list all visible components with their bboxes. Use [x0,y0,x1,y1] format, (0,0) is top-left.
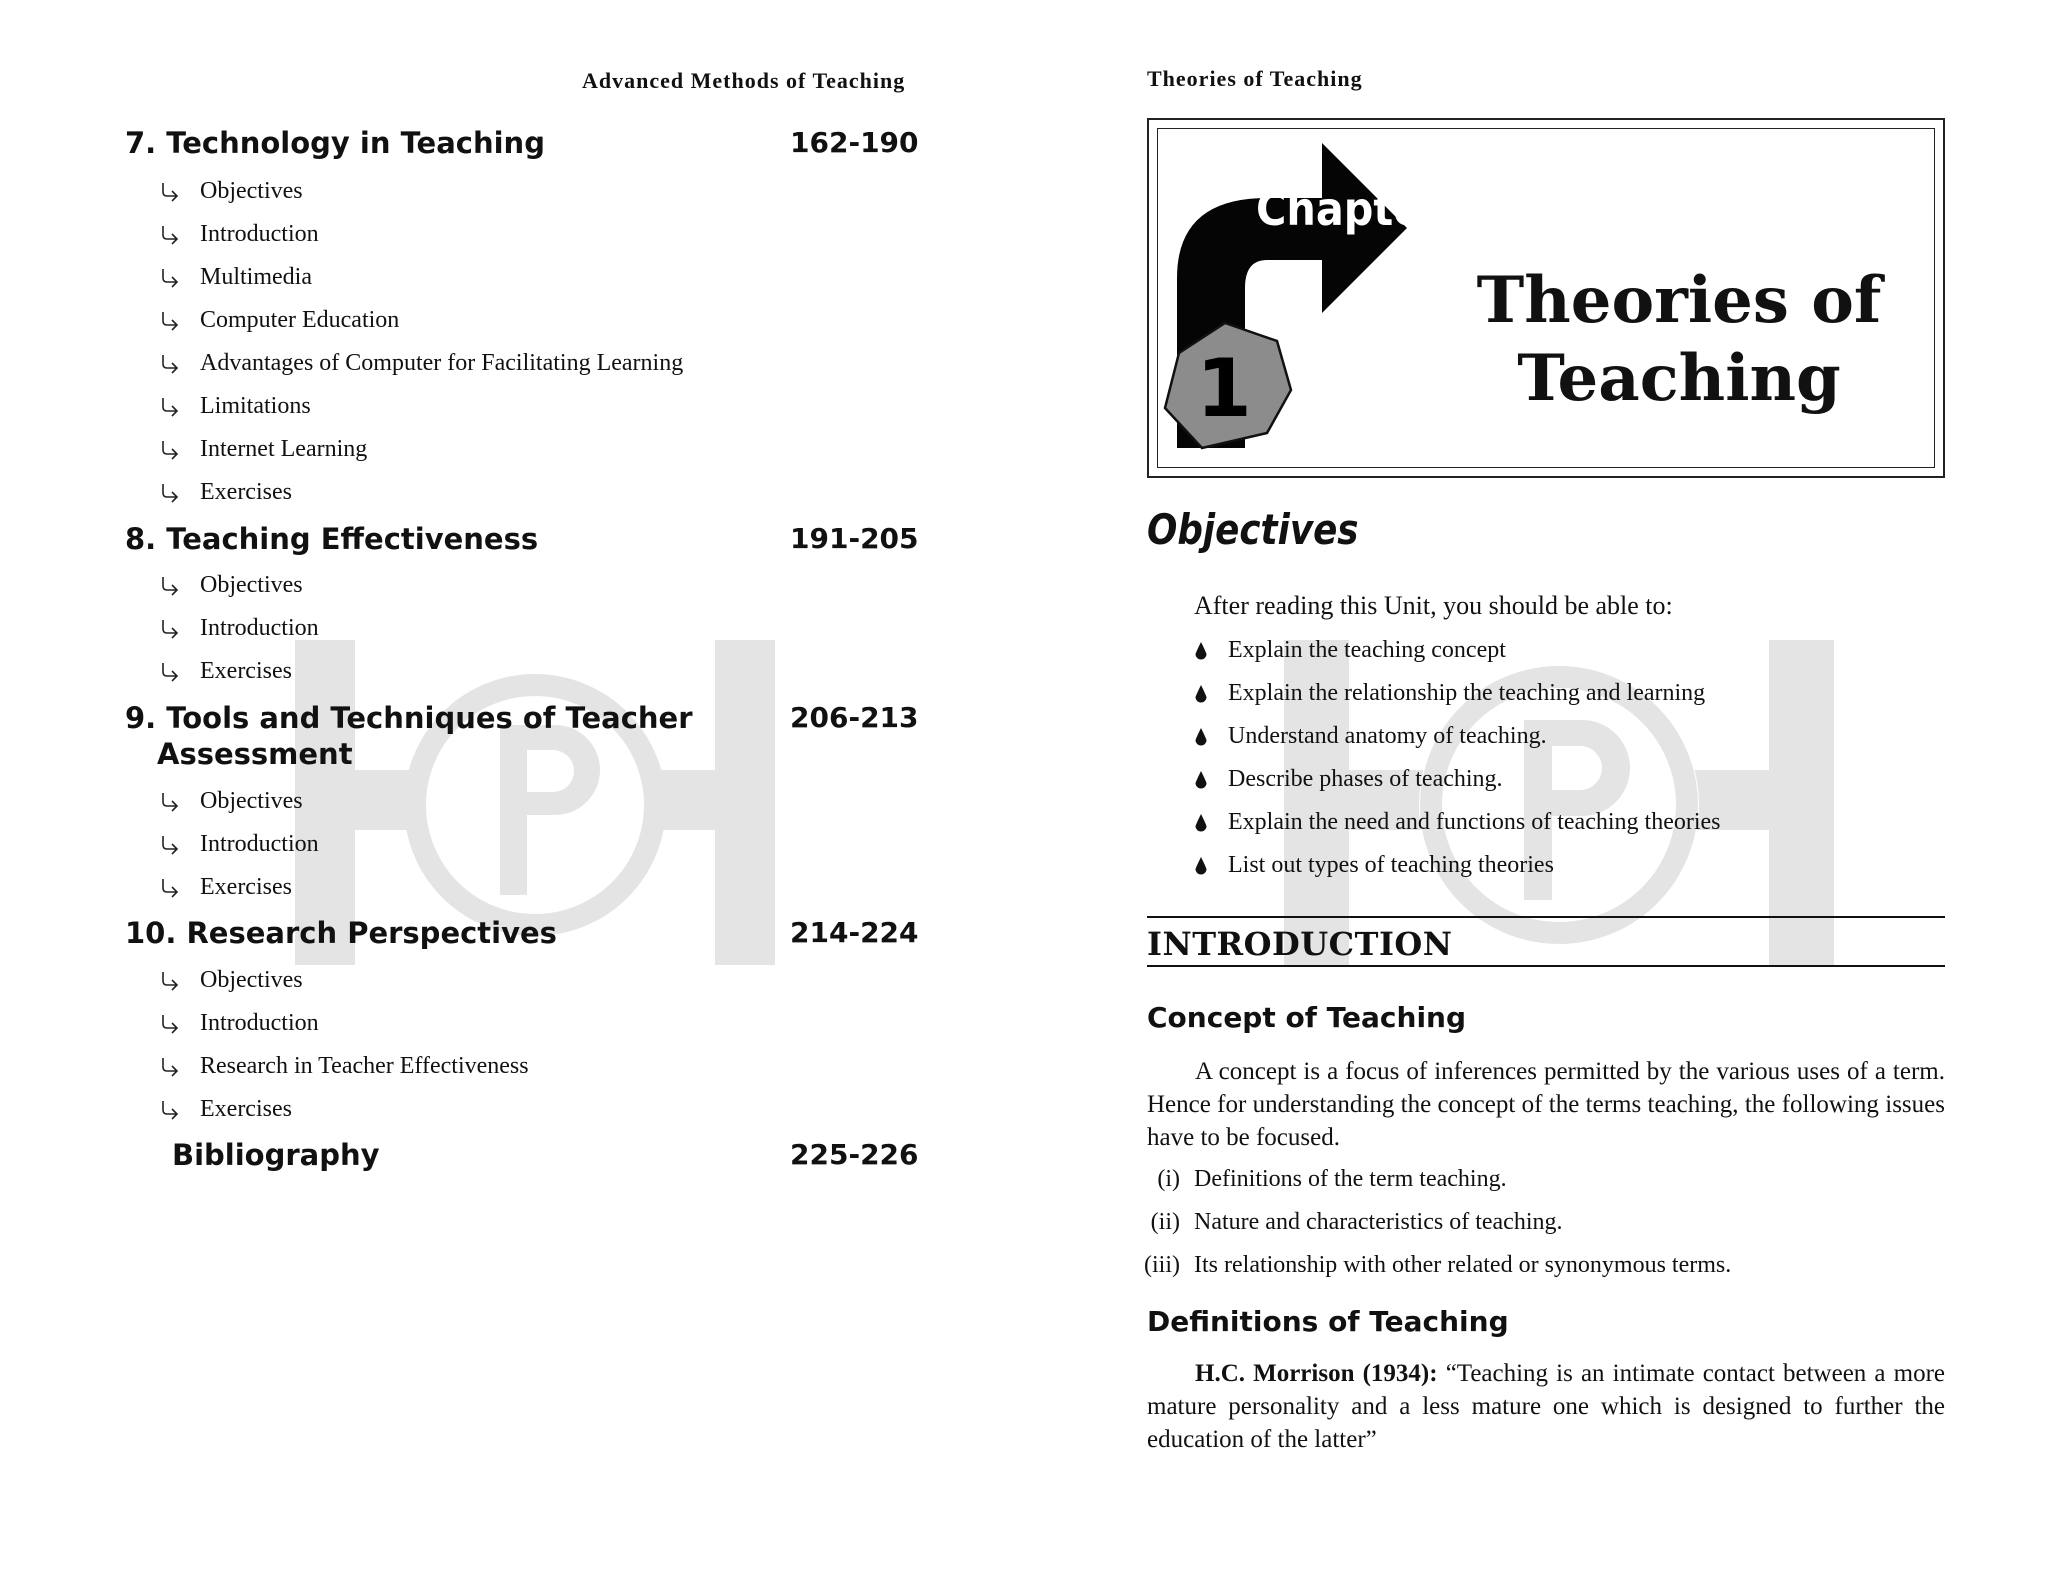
toc-item[interactable] [160,221,319,248]
objective-item [1194,680,1705,707]
running-head-left: Advanced Methods of Teaching [582,68,906,93]
toc-item-label: Exercises [200,479,292,505]
toc-item-label: Introduction [200,831,319,857]
toc-item-label: Advantages of Computer for Facilitating Learning [200,350,684,376]
hand-arrow-icon [160,661,180,683]
drop-bullet-icon [1194,770,1208,790]
section-rule-top [1147,916,1945,918]
toc-item-label: Exercises [200,874,292,900]
issue-item [1124,1209,1562,1236]
hand-arrow-icon [160,224,180,246]
issue-text: Its relationship with other related or synonymous terms. [1194,1252,1732,1278]
concept-paragraph [1147,1055,1945,1154]
hand-arrow-icon [160,1099,180,1121]
objectives-intro: After reading this Unit, you should be able to: [1194,591,1673,620]
toc-item-label: Objectives [200,967,303,993]
toc-item[interactable] [160,350,683,377]
toc-item[interactable] [160,788,303,815]
issue-text: Definitions of the term teaching. [1194,1166,1507,1192]
toc-item[interactable] [160,874,292,901]
issue-item [1124,1166,1507,1193]
section-rule-bottom [1147,965,1945,967]
issue-number: (i) [1157,1166,1180,1192]
issue-number: (ii) [1150,1209,1180,1235]
toc-chapter-title[interactable]: 7. Technology in Teaching [125,126,545,160]
chapter-title-line1: Theories of [1476,263,1882,338]
hand-arrow-icon [160,396,180,418]
subheading-definitions: Definitions of Teaching [1147,1305,1509,1338]
toc-chapter-title-cont[interactable]: Assessment [157,737,353,771]
objectives-heading: Objectives [1147,505,1359,554]
running-head-right: Theories of Teaching [1147,66,1363,91]
toc-item[interactable] [160,393,311,420]
toc-item-label: Research in Teacher Effectiveness [200,1053,529,1079]
toc-item-label: Computer Education [200,307,400,333]
concept-paragraph-text: A concept is a focus of inferences permitted by the various uses of a term. Hence for understanding the concept of the terms teaching, the following issues have to be focused. [1147,1058,1945,1151]
hand-arrow-icon [160,482,180,504]
toc-item-label: Objectives [200,178,303,204]
right-page [1024,0,2048,1582]
hand-arrow-icon [160,353,180,375]
hand-arrow-icon [160,877,180,899]
subheading-concept: Concept of Teaching [1147,1001,1467,1034]
toc-item[interactable] [160,479,292,506]
toc-item-label: Objectives [200,788,303,814]
toc-chapter-pages: 214-224 [790,916,919,949]
toc-item-label: Limitations [200,393,311,419]
hand-arrow-icon [160,181,180,203]
toc-item-label: Multimedia [200,264,312,290]
hand-arrow-icon [160,1013,180,1035]
objective-item [1194,723,1547,750]
toc-item[interactable] [160,967,303,994]
toc-item-label: Introduction [200,1010,319,1036]
toc-item-label: Objectives [200,572,303,598]
toc-chapter-pages: 206-213 [790,701,919,734]
morrison-label: H.C. Morrison (1934): [1195,1360,1438,1387]
drop-bullet-icon [1194,813,1208,833]
toc-item[interactable] [160,307,399,334]
hand-arrow-icon [160,310,180,332]
objective-text: Describe phases of teaching. [1228,766,1503,792]
toc-item[interactable] [160,264,312,291]
toc-chapter-title[interactable]: 9. Tools and Techniques of Teacher [125,701,693,735]
hand-arrow-icon [160,575,180,597]
toc-chapter-title[interactable]: 8. Teaching Effectiveness [125,522,539,556]
hand-arrow-icon [160,834,180,856]
issue-item [1124,1252,1731,1279]
toc-item[interactable] [160,1096,292,1123]
chapter-label: Chapter [1256,182,1442,236]
issue-text: Nature and characteristics of teaching. [1194,1209,1563,1235]
objective-item [1194,637,1506,664]
objective-item [1194,809,1721,836]
toc-item-label: Exercises [200,1096,292,1122]
chapter-title-line2: Teaching [1517,341,1841,416]
toc-item[interactable] [160,178,303,205]
chapter-number: 1 [1196,342,1252,435]
drop-bullet-icon [1194,641,1208,661]
hand-arrow-icon [160,618,180,640]
toc-item[interactable] [160,572,303,599]
hand-arrow-icon [160,970,180,992]
objective-text: Explain the teaching concept [1228,637,1506,663]
toc-item-label: Introduction [200,615,319,641]
toc-chapter-pages: 191-205 [790,522,919,555]
objective-text: Explain the relationship the teaching and learning [1228,680,1706,706]
chapter-opener-box [1147,118,1945,478]
toc-bibliography-title[interactable]: Bibliography [172,1138,380,1172]
toc-item[interactable] [160,436,367,463]
drop-bullet-icon [1194,727,1208,747]
drop-bullet-icon [1194,684,1208,704]
chapter-title [1449,262,1909,418]
hand-arrow-icon [160,791,180,813]
objective-item [1194,852,1554,879]
section-heading-introduction: INTRODUCTION [1147,925,1453,963]
drop-bullet-icon [1194,856,1208,876]
hand-arrow-icon [160,439,180,461]
objective-text: List out types of teaching theories [1228,852,1554,878]
issue-number: (iii) [1144,1252,1180,1278]
toc-item-label: Exercises [200,658,292,684]
objective-item [1194,766,1503,793]
toc-item[interactable] [160,1053,529,1080]
objective-text: Explain the need and functions of teaching theories [1228,809,1721,835]
toc-chapter-title[interactable]: 10. Research Perspectives [125,916,557,950]
toc-item[interactable] [160,658,292,685]
toc-item-label: Introduction [200,221,319,247]
toc-item[interactable] [160,1010,319,1037]
toc-item[interactable] [160,831,319,858]
toc-chapter-pages: 162-190 [790,126,919,159]
toc-bibliography-pages: 225-226 [790,1138,919,1171]
toc-item-label: Internet Learning [200,436,368,462]
morrison-definition [1147,1357,1945,1456]
objective-text: Understand anatomy of teaching. [1228,723,1547,749]
hand-arrow-icon [160,267,180,289]
toc-item[interactable] [160,615,319,642]
hand-arrow-icon [160,1056,180,1078]
morrison-quote: “Teaching is an intimate contact between a more mature personality and a less mature one which is designed to further the education of the latter” [1147,1360,1945,1453]
